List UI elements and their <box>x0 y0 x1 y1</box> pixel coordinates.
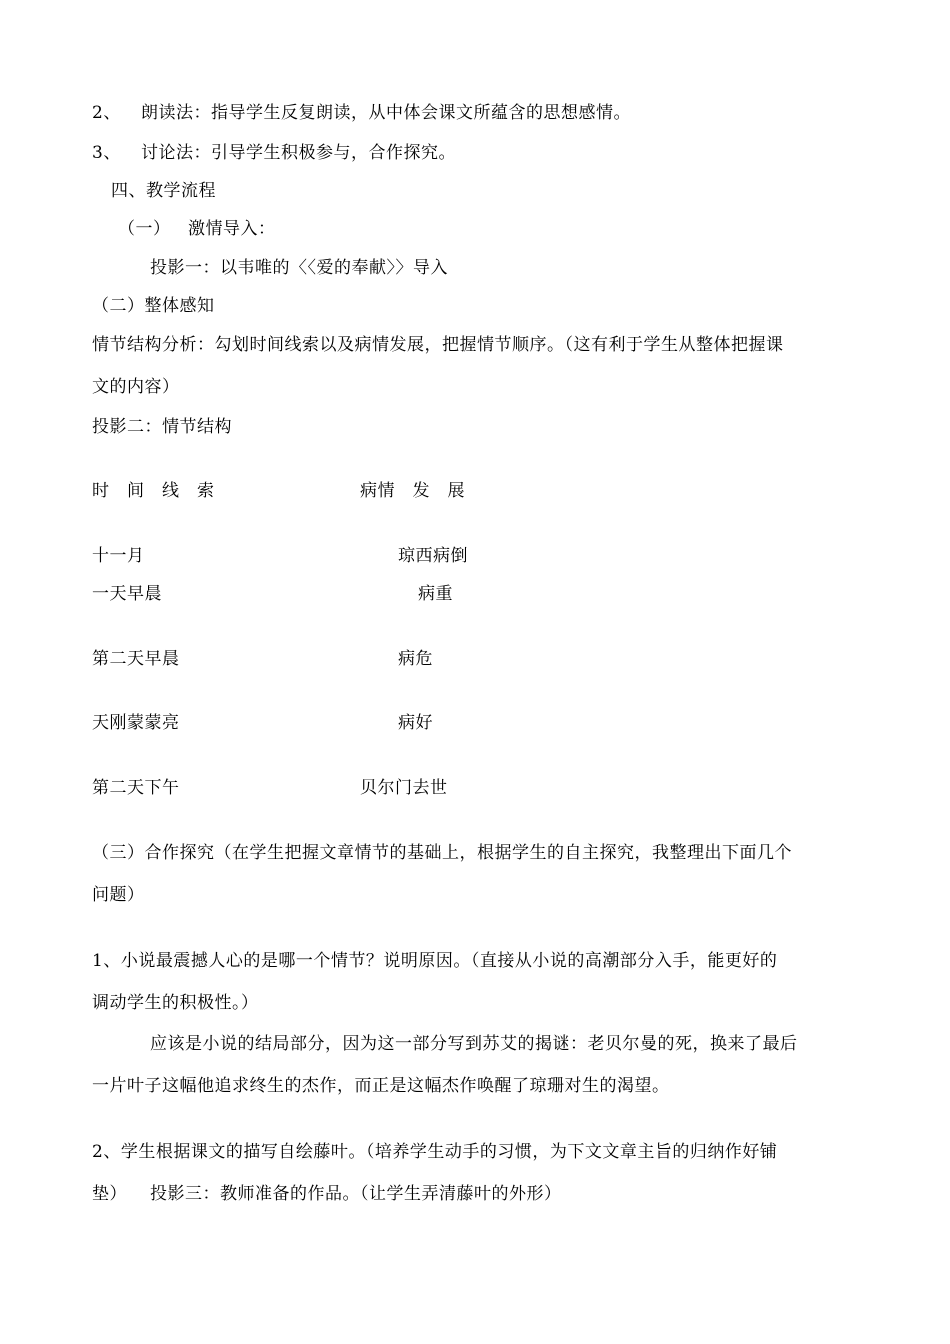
method-2-text: 朗读法：指导学生反复朗读，从中体会课文所蕴含的思想感情。 <box>141 103 631 123</box>
projection-three: 投影三：教师准备的作品。（让学生弄清藤叶的外形） <box>150 1184 562 1204</box>
question-1-line-1: 1、小说最震撼人心的是哪一个情节？说明原因。（直接从小说的高潮部分入手，能更好的 <box>92 951 778 971</box>
question-1-line-2: 调动学生的积极性。） <box>92 993 259 1013</box>
plot-row-1-time: 十一月 <box>92 546 145 566</box>
answer-1-line-1: 应该是小说的结局部分，因为这一部分写到苏艾的揭谜：老贝尔曼的死，换来了最后 <box>150 1034 798 1054</box>
projection-one: 投影一：以韦唯的〈〈爱的奉献〉〉导入 <box>150 258 448 278</box>
question-2-line-2a: 垫） <box>92 1184 127 1204</box>
plot-table-header-time: 时 间 线 索 <box>92 481 215 501</box>
part-one-number: （一） <box>118 219 171 239</box>
question-2-line-1: 2、学生根据课文的描写自绘藤叶。（培养学生动手的习惯，为下文文章主旨的归纳作好铺 <box>92 1142 778 1162</box>
plot-table-header-illness: 病情 发 展 <box>360 481 465 501</box>
method-3-number: 3、 <box>92 143 121 163</box>
answer-1-line-2: 一片叶子这幅他追求终生的杰作，而正是这幅杰作唤醒了琼珊对生的渴望。 <box>92 1076 670 1096</box>
part-one-title: 激情导入： <box>188 219 276 239</box>
part-three-line-2: 问题） <box>92 885 145 905</box>
method-3-text: 讨论法：引导学生积极参与，合作探究。 <box>141 143 456 163</box>
plot-row-4-illness: 病好 <box>398 713 433 733</box>
part-two-title: （二）整体感知 <box>92 296 215 316</box>
plot-analysis-line-2: 文的内容） <box>92 377 180 397</box>
section-four-heading: 四、教学流程 <box>111 181 216 201</box>
method-2-number: 2、 <box>92 103 121 123</box>
part-three-line-1: （三）合作探究（在学生把握文章情节的基础上，根据学生的自主探究，我整理出下面几个 <box>92 843 792 863</box>
plot-row-4-time: 天刚蒙蒙亮 <box>92 713 180 733</box>
plot-analysis-line-1: 情节结构分析：勾划时间线索以及病情发展，把握情节顺序。（这有利于学生从整体把握课 <box>92 335 784 355</box>
projection-two: 投影二：情节结构 <box>92 417 232 437</box>
plot-row-5-illness: 贝尔门去世 <box>360 778 448 798</box>
plot-row-2-illness: 病重 <box>418 584 453 604</box>
plot-row-3-illness: 病危 <box>398 649 433 669</box>
plot-row-2-time: 一天早晨 <box>92 584 162 604</box>
plot-row-5-time: 第二天下午 <box>92 778 180 798</box>
plot-row-1-illness: 琼西病倒 <box>398 546 468 566</box>
plot-row-3-time: 第二天早晨 <box>92 649 180 669</box>
